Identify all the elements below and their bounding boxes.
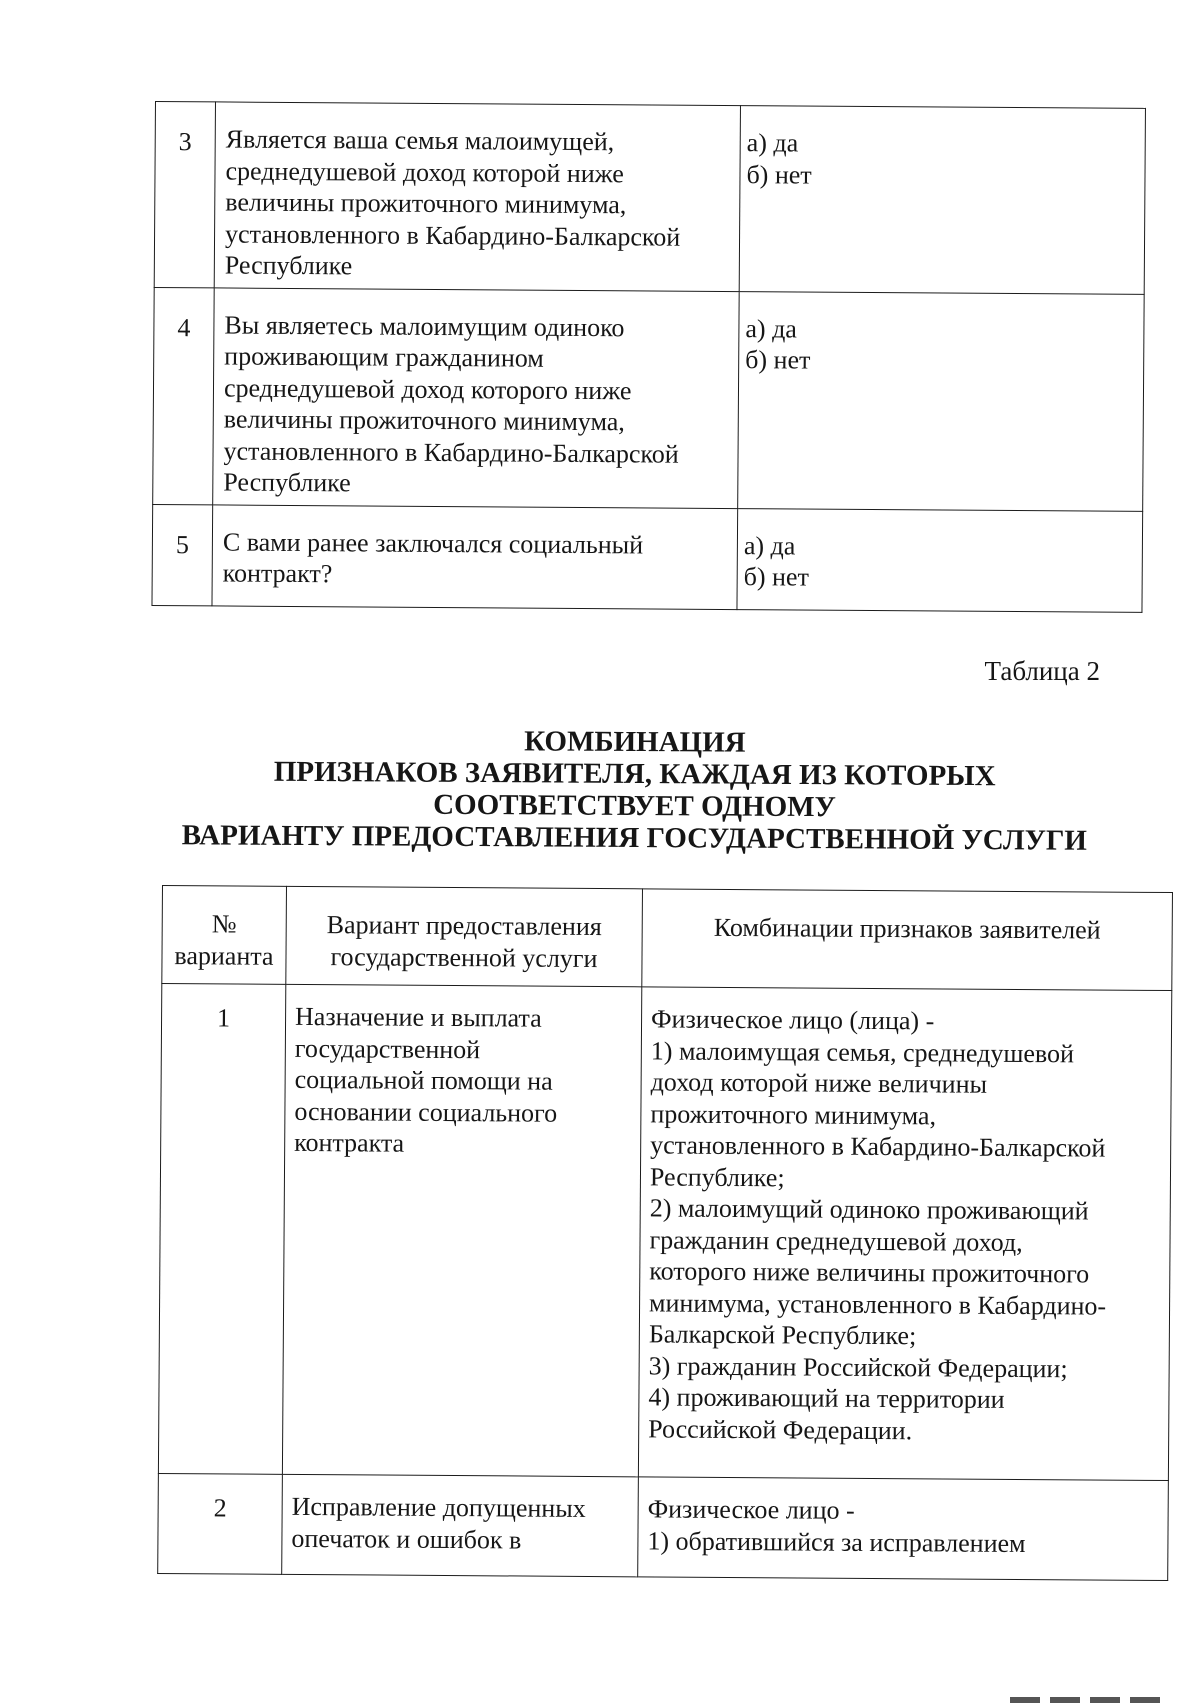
question-line: установленного в Кабардино-Балкарской <box>223 435 679 469</box>
header-text: Вариант предоставления <box>326 910 602 942</box>
header-variant-number <box>162 886 287 985</box>
header-combinations <box>642 889 1173 991</box>
question-line: величины прожиточного минимума, <box>223 404 625 437</box>
combination-line: 4) проживающий на территории <box>648 1382 1005 1414</box>
combination-line: доход которой ниже величины <box>650 1067 988 1099</box>
title-line: СООТВЕТСТВУЕТ ОДНОМУ <box>433 788 836 824</box>
answer-cell <box>738 291 1145 511</box>
question-line: среднедушевой доход которой ниже <box>225 155 624 188</box>
variant-number: 2 <box>158 1473 283 1574</box>
variants-table <box>157 885 1173 1581</box>
variant-cell <box>282 984 641 1476</box>
question-line: Вы являетесь малоимущим одиноко <box>224 309 625 342</box>
question-cell <box>212 504 738 609</box>
question-line: С вами ранее заключался социальный <box>222 526 644 559</box>
question-cell <box>213 287 740 508</box>
criteria-table-continued <box>151 101 1145 612</box>
row-number: 3 <box>154 102 215 288</box>
variant-line: Исправление допущенных <box>291 1491 586 1523</box>
combination-line: которого ниже величины прожиточного <box>649 1256 1090 1289</box>
combination-line: Республике; <box>649 1161 785 1192</box>
answer-cell <box>737 508 1143 612</box>
combination-cell <box>638 987 1171 1481</box>
table-row <box>158 984 1171 1481</box>
question-line: среднедушевой доход которого ниже <box>223 372 632 405</box>
header-variant <box>286 886 643 986</box>
answer-option: а) да <box>746 128 799 158</box>
question-line: Является ваша семья малоимущей, <box>225 124 615 157</box>
answer-option: б) нет <box>743 562 809 592</box>
question-cell <box>214 102 740 291</box>
answer-option: б) нет <box>745 345 811 375</box>
question-line: установленного в Кабардино-Балкарской <box>224 218 681 252</box>
answer-cell <box>739 106 1145 294</box>
page-edge-marks <box>1010 1690 1190 1699</box>
variant-line: опечаток и ошибок в <box>291 1523 522 1555</box>
combination-line: 1) обратившийся за исправлением <box>647 1525 1026 1558</box>
combination-line: 1) малоимущая семья, среднедушевой <box>650 1035 1075 1068</box>
variant-line: Назначение и выплата <box>294 1001 542 1033</box>
header-text: государственной услуги <box>330 941 598 973</box>
table-row <box>158 1473 1169 1580</box>
table-row <box>152 504 1143 612</box>
combination-line: Физическое лицо (лица) - <box>650 1004 935 1036</box>
combination-cell <box>638 1477 1169 1581</box>
question-line: Республике <box>223 467 351 498</box>
variant-cell <box>282 1474 639 1576</box>
answer-option: а) да <box>743 530 796 560</box>
table-row <box>153 287 1144 511</box>
header-text: варианта <box>174 940 274 971</box>
question-line: контракт? <box>222 558 333 589</box>
header-text: Комбинации признаков заявителей <box>713 912 1101 945</box>
combination-line: 2) малоимущий одиноко проживающий <box>649 1193 1089 1226</box>
row-number: 4 <box>153 287 215 504</box>
combination-line: Балкарской Республике; <box>648 1319 917 1351</box>
variant-line: основании социального <box>294 1096 558 1128</box>
combination-line: Российской Федерации. <box>648 1413 913 1445</box>
row-number: 5 <box>152 504 213 605</box>
table-header-row <box>162 886 1173 991</box>
question-line: проживающим гражданином <box>224 341 544 373</box>
header-text: № <box>211 909 237 939</box>
table-caption: Таблица 2 <box>984 656 1100 686</box>
answer-option: б) нет <box>746 159 812 190</box>
variant-line: государственной <box>294 1033 481 1064</box>
combination-line: установленного в Кабардино-Балкарской <box>650 1130 1106 1163</box>
question-line: величины прожиточного минимума, <box>225 187 627 220</box>
question-line: Республике <box>224 250 353 281</box>
combination-line: 3) гражданин Российской Федерации; <box>648 1350 1068 1383</box>
combination-line: минимума, установленного в Кабардино- <box>648 1287 1107 1321</box>
variant-line: социальной помощи на <box>294 1064 553 1096</box>
answer-option: а) да <box>745 313 797 343</box>
title-line: ПРИЗНАКОВ ЗАЯВИТЕЛЯ, КАЖДАЯ ИЗ КОТОРЫХ <box>273 755 996 793</box>
table-row <box>154 102 1145 294</box>
combination-line: гражданин среднедушевой доход, <box>649 1224 1023 1257</box>
title-line: ВАРИАНТУ ПРЕДОСТАВЛЕНИЯ ГОСУДАРСТВЕННОЙ УСЛУГИ <box>181 819 1088 857</box>
combination-line: прожиточного минимума, <box>650 1098 937 1130</box>
section-title <box>0 722 1200 858</box>
variant-line: контракта <box>294 1127 405 1158</box>
combination-line: Физическое лицо - <box>647 1494 855 1525</box>
variant-number: 1 <box>158 984 285 1475</box>
title-line: КОМБИНАЦИЯ <box>524 725 746 759</box>
